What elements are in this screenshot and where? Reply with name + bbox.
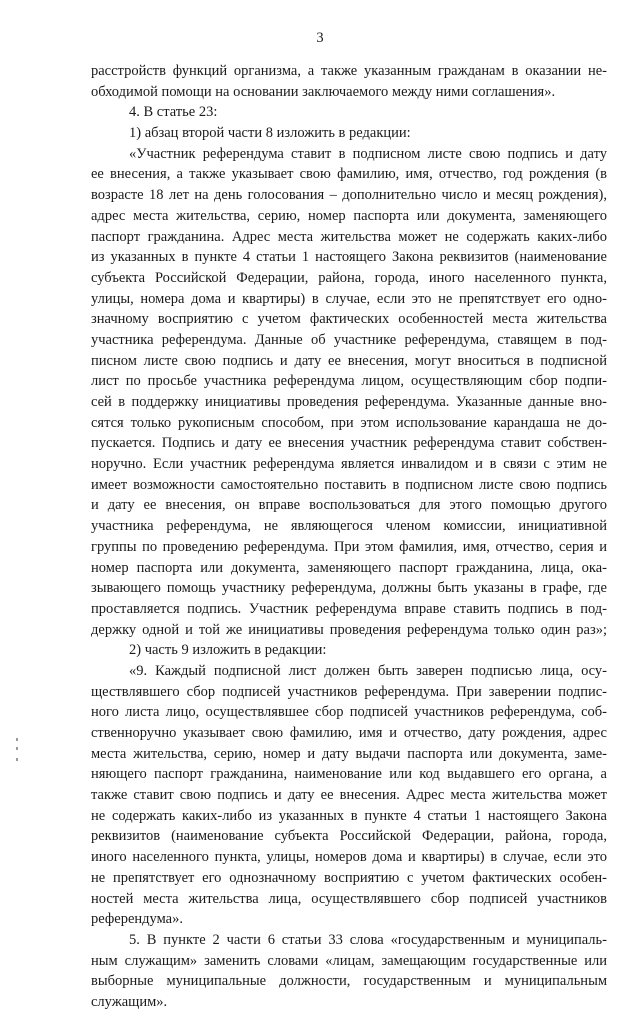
text-line: сей в поддержку инициативы проведения референдума. Указанные данные вно-	[91, 394, 607, 410]
text-line: адрес места жительства, серию, номер паспорта или документа, заменяющего	[91, 207, 607, 224]
text-line: проставляется подпись. Участник референдума вправе ставить подпись в под-	[91, 600, 607, 617]
text-line: участника референдума. Данные об участнике референдума, ставящем в под-	[91, 331, 607, 348]
text-line: писном листе свою подпись и дату ее внесения, могут вноситься в подписной	[91, 352, 607, 369]
text-line: группы по проведению референдума. При этом фамилия, имя, отчество, серия и	[91, 538, 607, 555]
text-line: «9. Каждый подписной лист должен быть заверен подписью лица, осу-	[129, 662, 607, 679]
text-line: расстройств функций организма, а также указанным гражданам в оказании не-	[91, 63, 607, 79]
text-line: ного листа лицо, осуществлявшее сбор подписей участников референдума, соб-	[91, 704, 607, 721]
text-line: ным служащим» заменить словами «лицам, замещающим государственные или	[91, 952, 607, 969]
text-line: обходимой помощи на основании заключаемого между ними соглашения».	[91, 83, 556, 100]
scan-mark	[16, 747, 18, 750]
text-line: зывающего помощь участнику референдума, должны быть указаны в графе, где	[91, 580, 607, 597]
text-line: 1) абзац второй части 8 изложить в редакции:	[129, 125, 411, 142]
text-line: держку одной и той же инициативы проведения референдума только один раз»;	[91, 621, 607, 638]
text-line: ществлявшего сбор подписей участников референдума. При заверении подпис-	[91, 683, 607, 700]
text-line: улицы, номера дома и квартиры) в случае, если это не препятствует его одно-	[91, 290, 607, 307]
text-line: значному восприятию с учетом фактических особенностей места жительства	[91, 311, 607, 328]
text-line: реквизитов (наименование субъекта Российской Федерации, района, города,	[91, 828, 607, 845]
text-line: иного населенного пункта, улицы, номеров дома и квартиры) в случае, если это	[91, 849, 607, 866]
text-line: 5. В пункте 2 части 6 статьи 33 слова «государственным и муниципаль-	[129, 931, 607, 948]
text-line: «Участник референдума ставит в подписном листе свою подпись и дату	[129, 145, 607, 162]
text-line: пускается. Подпись и дату ее внесения участник референдума ставит собствен-	[91, 435, 607, 452]
text-line: не препятствует его однозначному восприятию с учетом фактических особен-	[91, 869, 607, 886]
text-line: 2) часть 9 изложить в редакции:	[129, 642, 327, 659]
text-line: норучно. Если участник референдума является инвалидом и в связи с этим не	[91, 456, 607, 473]
text-line: ностей места жительства лица, осуществлявшего сбор подписей участников	[91, 890, 607, 907]
text-line: ее внесения, а также указывает свою фамилию, имя, отчество, год рождения (в	[91, 166, 607, 183]
text-line: ственноручно указывает свою фамилию, имя и отчество, дату рождения, адрес	[91, 725, 607, 741]
text-line: из указанных в пункте 4 статьи 1 настоящего Закона реквизитов (наименование	[91, 249, 607, 266]
text-line: сятся только рукописным способом, при этом использование карандаша не до-	[91, 414, 607, 431]
text-line: паспорт гражданина. Адрес места жительства может не содержать каких-либо	[91, 228, 607, 245]
page-number: 3	[316, 30, 324, 46]
text-line: места жительства, серию, номер и дату выдачи паспорта или документа, заме-	[91, 745, 607, 762]
text-line: служащим».	[91, 993, 168, 1010]
text-line: 4. В статье 23:	[129, 104, 218, 121]
document-body	[91, 61, 607, 1013]
text-line: и дату ее внесения, он вправе воспользоваться для этого помощью другого	[91, 497, 607, 514]
text-line: референдума».	[91, 911, 183, 928]
text-line: не содержать каких-либо из указанных в пункте 4 статьи 1 настоящего Закона	[91, 807, 607, 824]
text-line: участника референдума, не являющегося членом комиссии, инициативной	[91, 518, 607, 535]
text-line: няющего паспорт гражданина, наименование или код выдавшего его органа, а	[91, 766, 607, 783]
text-line: также ставит свою подпись и дату ее внесения. Адрес места жительства может	[91, 787, 607, 804]
text-line: выборные муниципальные должности, государственным и муниципальным	[91, 973, 607, 990]
text-line: имеет возможности самостоятельно поставить в подписном листе свою подпись	[91, 476, 607, 493]
text-line: номер паспорта или документа, заменяющего паспорт гражданина, лица, ока-	[91, 559, 607, 576]
scan-mark	[16, 738, 18, 741]
scan-mark	[16, 758, 18, 761]
text-line: возрасте 18 лет на день голосования – дополнительно число и месяц рождения),	[91, 187, 607, 204]
text-line: субъекта Российской Федерации, района, города, иного населенного пункта,	[91, 269, 607, 286]
text-line: лист по просьбе участника референдума лицом, осуществляющим сбор подпи-	[91, 373, 607, 390]
